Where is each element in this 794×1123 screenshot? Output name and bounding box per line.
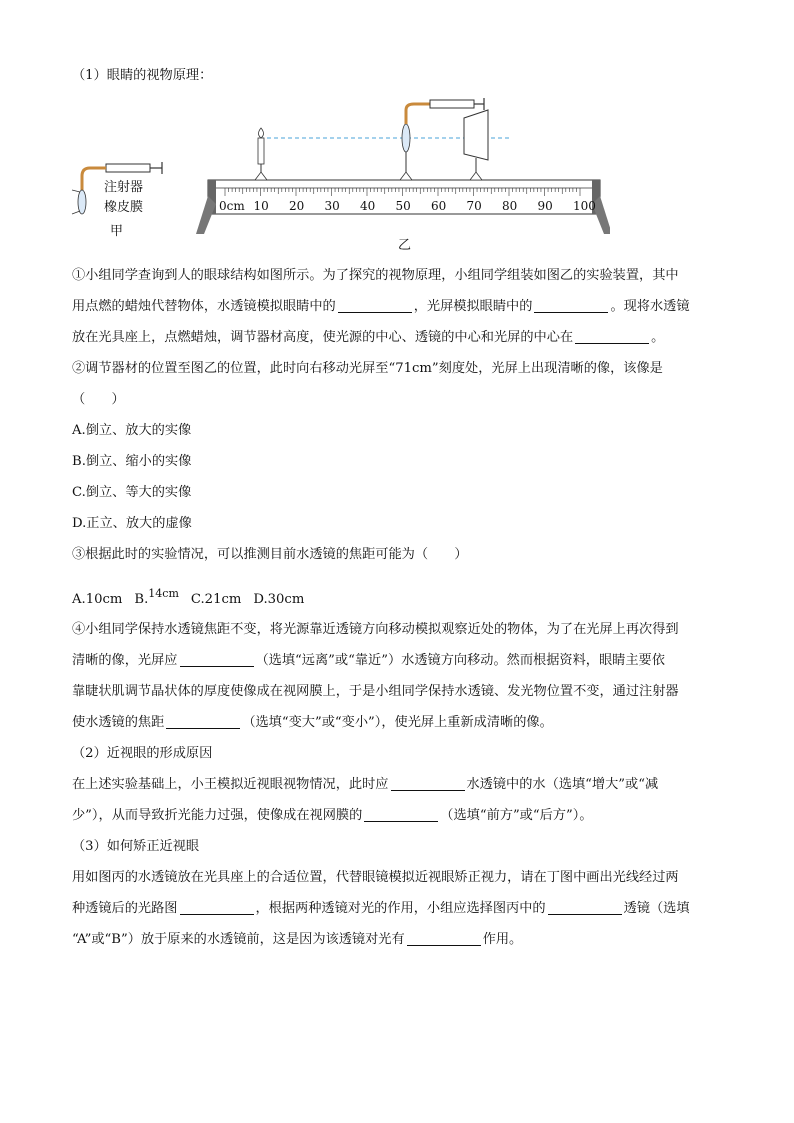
p1-line3 [72, 328, 664, 348]
text: B. [134, 592, 149, 607]
q2-stem: ②调节器材的位置至图乙的位置，此时向右移动光屏至“71cm”刻度处，光屏上出现清晰的像，该像是 [72, 361, 663, 376]
ruler-tick-label: 30 [324, 199, 340, 213]
text: 作用。 [482, 932, 523, 947]
answer-blank-10[interactable] [407, 931, 481, 946]
text: “A”或“B”）放于原来的水透镜前，这是因为该透镜对光有 [72, 932, 405, 947]
p4-line3: 靠睫状肌调节晶状体的厚度使像成在视网膜上，于是小组同学保持水透镜、发光物位置不变，通过注射器 [72, 684, 679, 699]
p5-line2 [72, 806, 593, 826]
p1-line2 [72, 297, 690, 317]
answer-blank-1[interactable] [338, 298, 412, 313]
p6-line3 [72, 930, 522, 950]
membrane-label: 橡皮膜 [104, 200, 144, 215]
text: 。现将水透镜 [610, 299, 690, 314]
p6-line1: 用如图丙的水透镜放在光具座上的合适位置，代替眼镜模拟近视眼矫正视力，请在丁图中画出光线经过两 [72, 870, 679, 885]
p4-line1: ④小组同学保持水透镜焦距不变，将光源靠近透镜方向移动模拟观察近处的物体，为了在光屏上再次得到 [72, 622, 679, 637]
text: 透镜（选填 [623, 901, 690, 916]
candle-icon [255, 128, 267, 180]
text: 清晰的像，光屏应 [72, 653, 178, 668]
syringe-label: 注射器 [104, 180, 144, 195]
light-screen-icon [464, 110, 488, 180]
p6-line2 [72, 899, 690, 919]
text: 使水透镜的焦距 [72, 715, 165, 730]
q3-options [72, 584, 316, 610]
ruler-tick-label: 10 [253, 199, 269, 213]
ruler-tick-label: 90 [537, 199, 553, 213]
section-heading-2: （2）近视眼的形成原因 [72, 746, 213, 761]
p4-line2 [72, 651, 665, 671]
p5-line1 [72, 775, 658, 795]
q3-option-b[interactable] [134, 584, 178, 610]
figure-jia-caption: 甲 [110, 224, 124, 239]
text: 水透镜中的水（选填“增大”或“减 [466, 777, 659, 792]
answer-blank-8[interactable] [180, 900, 254, 915]
text: 用点燃的蜡烛代替物体，水透镜模拟眼睛中的 [72, 299, 336, 314]
ruler-tick-label: 40 [360, 199, 376, 213]
q3-option-d[interactable]: D.30cm [253, 592, 305, 607]
ruler-tick-label: 50 [395, 199, 411, 213]
q2-paren: （ ） [72, 392, 125, 407]
ruler-tick-label: 60 [431, 199, 447, 213]
experiment-figure [70, 96, 610, 253]
q2-option-c[interactable]: C.倒立、等大的实像 [72, 485, 192, 500]
text: 放在光具座上，点燃蜡烛，调节器材高度，使光源的中心、透镜的中心和光屏的中心在 [72, 330, 574, 345]
answer-blank-4[interactable] [180, 652, 254, 667]
answer-blank-6[interactable] [391, 776, 465, 791]
text: （选填“前方”或“后方”）。 [440, 808, 593, 823]
text: 在上述实验基础上，小王模拟近视眼视物情况，此时应 [72, 777, 389, 792]
text: ，根据两种透镜对光的作用，小组应选择图丙中的 [255, 901, 546, 916]
section-heading-3: （3）如何矫正近视眼 [72, 839, 200, 854]
membrane-lens-icon [72, 190, 86, 214]
text: 少”），从而导致折光能力过强，使像成在视网膜的 [72, 808, 363, 823]
answer-blank-2[interactable] [534, 298, 608, 313]
q3-option-c[interactable]: C.21cm [190, 592, 242, 607]
text: （选填“远离”或“靠近”）水透镜方向移动。然而根据资料，眼睛主要依 [255, 653, 665, 668]
q2-option-a[interactable]: A.倒立、放大的实像 [72, 423, 192, 438]
p1-line1: ①小组同学查询到人的眼球结构如图所示。为了探究的视物原理，小组同学组装如图乙的实验装置，其中 [72, 268, 679, 283]
ruler-tick-label: 70 [466, 199, 482, 213]
answer-blank-3[interactable] [575, 329, 649, 344]
answer-blank-9[interactable] [548, 900, 622, 915]
text: 种透镜后的光路图 [72, 901, 178, 916]
text: ，光屏模拟眼睛中的 [413, 299, 533, 314]
p4-line4 [72, 713, 553, 733]
q3-option-a[interactable]: A.10cm [72, 592, 123, 607]
ruler-tick-label: 100 [573, 199, 596, 213]
answer-blank-5[interactable] [166, 714, 240, 729]
figure-yi-caption: 乙 [398, 238, 412, 253]
q3-stem: ③根据此时的实验情况，可以推测目前水透镜的焦距可能为（ ） [72, 547, 468, 562]
ruler-tick-label: 20 [289, 199, 305, 213]
ruler-tick-label: 0cm [219, 199, 245, 213]
section-heading-1: （1）眼睛的视物原理： [72, 68, 213, 83]
text: （选填“变大”或“变小”），使光屏上重新成清晰的像。 [242, 715, 553, 730]
q2-option-b[interactable]: B.倒立、缩小的实像 [72, 454, 192, 469]
text: 14cm [148, 587, 179, 600]
text: 。 [651, 330, 665, 345]
ruler-tick-label: 80 [502, 199, 518, 213]
optical-bench-diagram [70, 96, 610, 246]
answer-blank-7[interactable] [364, 807, 438, 822]
q2-option-d[interactable]: D.正立、放大的虚像 [72, 516, 192, 531]
